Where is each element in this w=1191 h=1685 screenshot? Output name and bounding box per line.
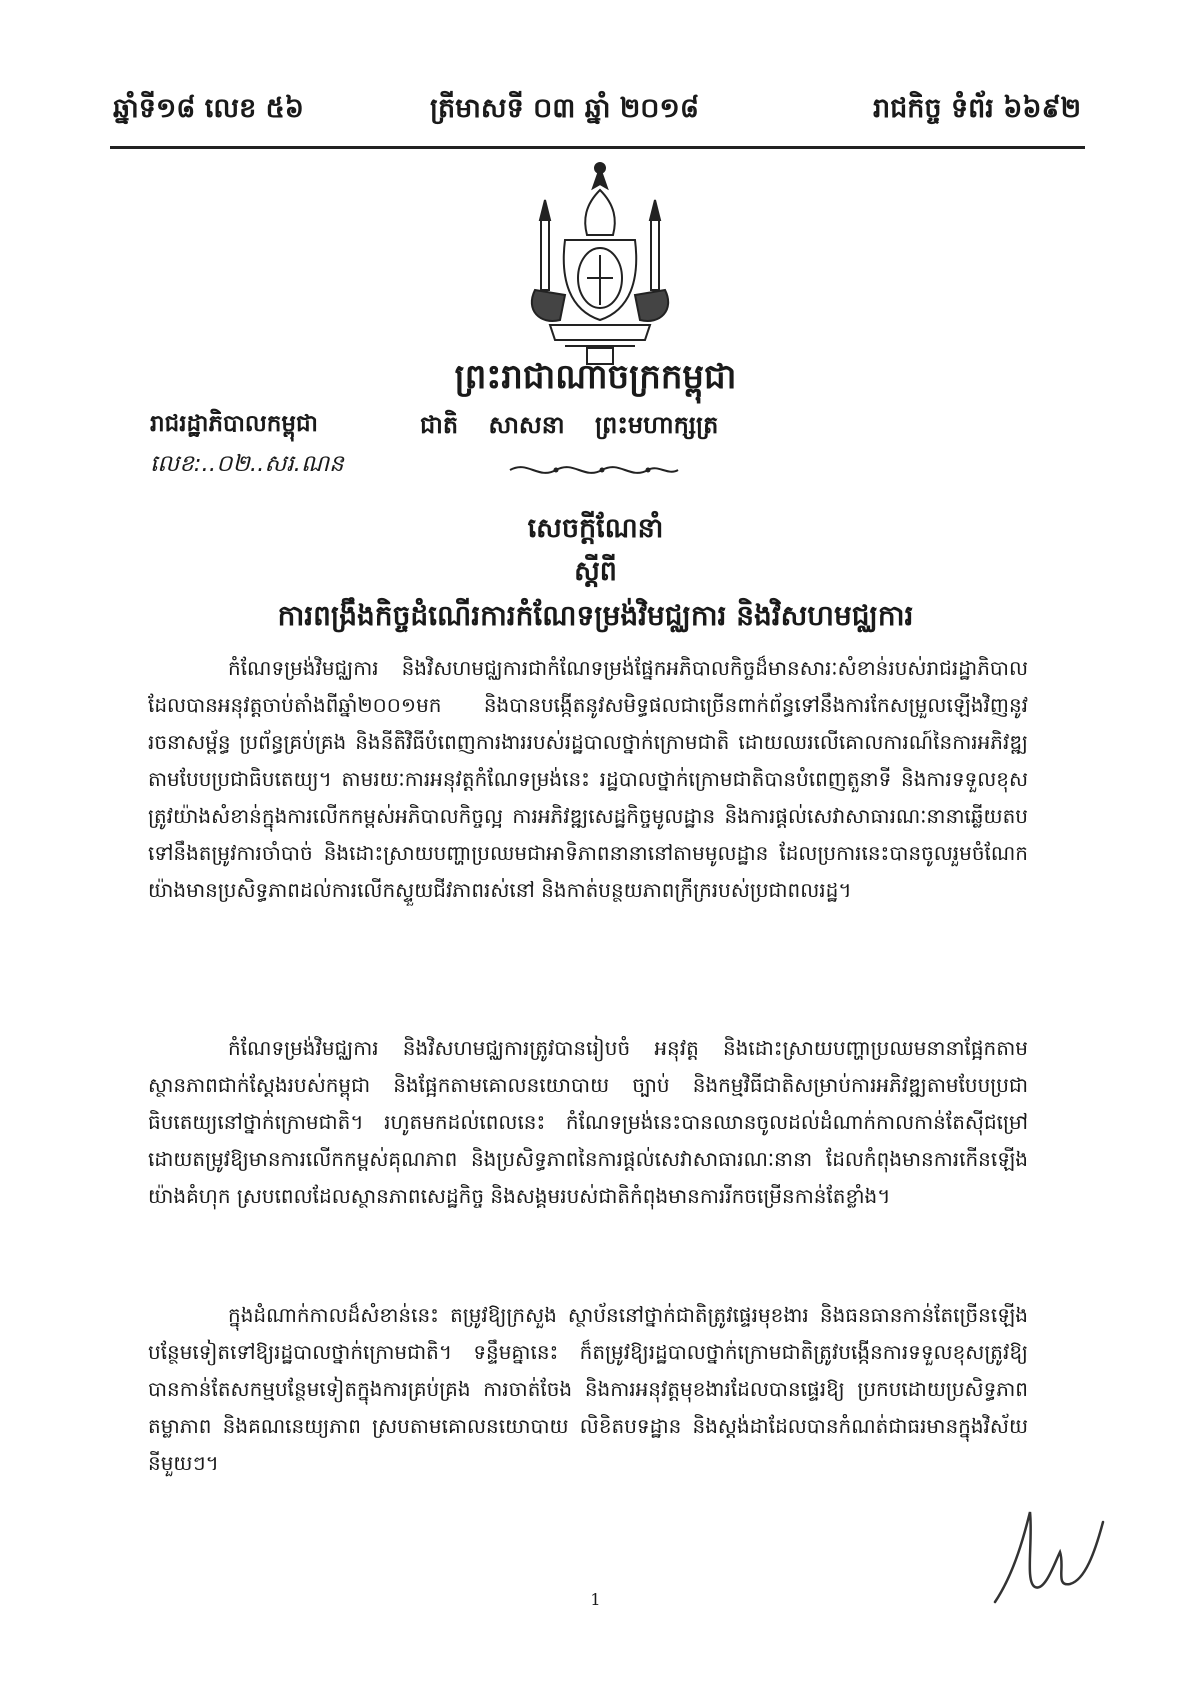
gazette-issue: ឆ្នាំទី១៨ លេខ ៥៦ [113,93,304,124]
national-motto: ជាតិ សាសនា ព្រះមហាក្សត្រ [420,411,719,439]
document-type: សេចក្តីណែនាំ [527,513,664,544]
header-divider [110,146,1085,149]
ornament-divider-icon [508,460,680,480]
page-number: 1 [590,1590,601,1609]
royal-coat-of-arms-icon [505,160,695,370]
kingdom-title: ព្រះរាជាណាចក្រកម្ពុជា [454,357,737,397]
gazette-page: រាជកិច្ច ទំព័រ ៦៦៩២ [873,93,1081,124]
body-paragraph: កំណែទម្រង់វិមជ្ឈការ និងវិសហមជ្ឈការជាកំណែទម្រង់ផ្នែកអភិបាលកិច្ចដ៏មានសារៈសំខាន់របស់រាជរដ្ឋាភិបាល ដែលបានអនុវត្តចាប់តាំងពីឆ្នាំ២០០១មក និងបានបង្កើតនូវសមិទ្ធផលជាច្រើនពាក់ព័ន្ធទៅនឹងការកែសម្រួលឡើងវិញនូវរចនាសម្ព័ន្ធ ប្រព័ន្ធគ្រប់គ្រង និងនីតិវិធីបំពេញការងាររបស់រដ្ឋបាលថ្នាក់ក្រោមជាតិ ដោយឈរលើគោលការណ៍នៃការអភិវឌ្ឍតាមបែបប្រជាធិបតេយ្យ។ តាមរយៈការអនុវត្តកំណែទម្រង់នេះ រដ្ឋបាលថ្នាក់ក្រោមជាតិបានបំពេញតួនាទី និងការទទួលខុសត្រូវយ៉ាងសំខាន់ក្នុងការលើកកម្ពស់អភិបាលកិច្ចល្អ ការអភិវឌ្ឍសេដ្ឋកិច្ចមូលដ្ឋាន និងការផ្តល់សេវាសាធារណៈនានាឆ្លើយតបទៅនឹងតម្រូវការចាំបាច់ និងដោះស្រាយបញ្ហាប្រឈមជាអាទិភាពនានានៅតាមមូលដ្ឋាន ដែលប្រការនេះបានចូលរួមចំណែកយ៉ាងមានប្រសិទ្ធភាពដល់ការលើកស្ទួយជីវភាពរស់នៅ និងកាត់បន្ថយភាពក្រីក្ររបស់ប្រជាពលរដ្ឋ។ [148,656,1028,902]
government-name: រាជរដ្ឋាភិបាលកម្ពុជា [150,411,318,437]
gazette-quarter: ត្រីមាសទី ០៣ ឆ្នាំ ២០១៨ [430,93,699,124]
body-paragraph: កំណែទម្រង់វិមជ្ឈការ និងវិសហមជ្ឈការត្រូវបានរៀបចំ អនុវត្ត និងដោះស្រាយបញ្ហាប្រឈមនានាផ្អែកតាមស្ថានភាពជាក់ស្តែងរបស់កម្ពុជា និងផ្អែកតាមគោលនយោបាយ ច្បាប់ និងកម្មវិធីជាតិសម្រាប់ការអភិវឌ្ឍតាមបែបប្រជាធិបតេយ្យនៅថ្នាក់ក្រោមជាតិ។ រហូតមកដល់ពេលនេះ កំណែទម្រង់នេះបានឈានចូលដល់ដំណាក់កាលកាន់តែស៊ីជម្រៅ ដោយតម្រូវឱ្យមានការលើកកម្ពស់គុណភាព និងប្រសិទ្ធភាពនៃការផ្តល់សេវាសាធារណៈនានា ដែលកំពុងមានការកើនឡើងយ៉ាងគំហុក ស្របពេលដែលស្ថានភាពសេដ្ឋកិច្ច និងសង្គមរបស់ជាតិកំពុងមានការរីកចម្រើនកាន់តែខ្លាំង។ [148,1036,1028,1208]
document-subject: ការពង្រឹងកិច្ចដំណើរការកំណែទម្រង់វិមជ្ឈការ និងវិសហមជ្ឈការ [277,599,914,632]
reference-number: លេខ:..០២..សរ.ណន [150,451,344,477]
body-paragraph: ក្នុងដំណាក់កាលដ៏សំខាន់នេះ តម្រូវឱ្យក្រសួង ស្ថាប័ននៅថ្នាក់ជាតិត្រូវផ្ទេរមុខងារ និងធនធានកាន់តែច្រើនឡើងបន្ថែមទៀតទៅឱ្យរដ្ឋបាលថ្នាក់ក្រោមជាតិ។ ទន្ទឹមគ្នានេះ ក៏តម្រូវឱ្យរដ្ឋបាលថ្នាក់ក្រោមជាតិត្រូវបង្កើនការទទួលខុសត្រូវឱ្យបានកាន់តែសកម្មបន្ថែមទៀតក្នុងការគ្រប់គ្រង ការចាត់ចែង និងការអនុវត្តមុខងារដែលបានផ្ទេរឱ្យ ប្រកបដោយប្រសិទ្ធភាព តម្លាភាព និងគណនេយ្យភាព ស្របតាមគោលនយោបាយ លិខិតបទដ្ឋាន និងស្តង់ដាដែលបានកំណត់ជាធរមានក្នុងវិស័យនីមួយៗ។ [148,1303,1028,1475]
document-about-label: ស្តីពី [574,556,617,587]
